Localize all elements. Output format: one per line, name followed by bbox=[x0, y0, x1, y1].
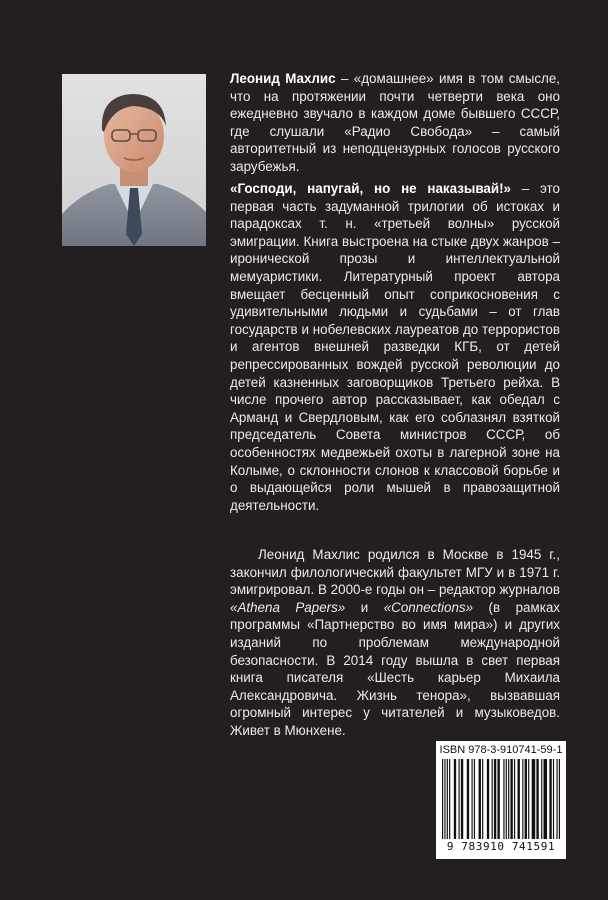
barcode-bar bbox=[506, 759, 507, 839]
barcode-bar bbox=[467, 759, 469, 839]
barcode-bar bbox=[444, 759, 445, 839]
barcode-bar bbox=[541, 759, 542, 839]
bio-text-2: и bbox=[345, 599, 384, 615]
author-intro-text: – «домашнее» имя в том смысле, что на протяжении почти четверти века оно ежедневно звучало в каждом доме бывшего СССР, где слушали «Радио Свобода» – самый авторитетный из неподцензурных голосов русского зарубежья. bbox=[230, 71, 560, 174]
barcode-bar bbox=[449, 759, 450, 839]
book-title: «Господи, напугай, но не наказывай!» bbox=[230, 181, 511, 196]
ean-digits: 9 783910 741591 bbox=[446, 840, 556, 853]
book-description-paragraph bbox=[230, 180, 560, 514]
barcode-bar bbox=[447, 759, 448, 839]
barcode-bar bbox=[459, 759, 460, 839]
barcode-bar bbox=[528, 759, 529, 839]
book-description-text: – это первая часть задуманной трилогии об истоках и парадоксах т. н. «третьей волны» русской эмиграции. Книга выстроена на стыке двух жанров – иронической прозы и интеллектуальной мемуаристики. Литературный проект автора вмещает бесценный опыт соприкосновения с удивительными людьми и судьбами – от глав государств и нобелевских лауреатов до террористов и агентов внешней разведки КГБ, от детей репрессированных вождей русской революции до детей казненных заговорщиков Третьего рейха. В числе прочего автор рассказывает, как обедал с Арманд и Свердловым, как его соблазнял взяткой председатель Совета министров СССР, об особенностях медвежьей охоты в лагерной зоне на Колыме, о склонности слонов к классовой борьбе и о выдающейся роли мышей в правозащитной деятельности. bbox=[230, 181, 560, 513]
bio-text-3: (в рамках программы «Партнерство во имя мира») и других изданий по проблемам международной безопасности. В 2014 году вышла в свет первая книга писателя bbox=[230, 599, 560, 686]
barcode-bars bbox=[442, 759, 560, 839]
barcode-bar bbox=[553, 759, 554, 839]
barcode-bar bbox=[559, 759, 560, 839]
barcode-bar bbox=[543, 759, 547, 839]
barcode-bar bbox=[522, 759, 523, 839]
barcode-bar bbox=[556, 759, 557, 839]
author-photo bbox=[62, 74, 206, 246]
bio-journal-1: «Athena Papers» bbox=[230, 599, 346, 615]
barcode-bar bbox=[536, 759, 538, 839]
barcode-bar bbox=[487, 759, 489, 839]
bio-journal-2: «Connections» bbox=[383, 599, 474, 615]
barcode-bar bbox=[474, 759, 475, 839]
barcode-bar bbox=[549, 759, 551, 839]
barcode-bar bbox=[508, 759, 509, 839]
barcode-bar bbox=[442, 759, 443, 839]
barcode-bar bbox=[518, 759, 520, 839]
bio-text-4: , вызвавшая огромный интерес у читателей и музыковедов. Живет в Мюнхене. bbox=[230, 687, 560, 738]
isbn-label: ISBN 978-3-910741-59-1 bbox=[439, 744, 563, 756]
barcode-bar bbox=[454, 759, 456, 839]
barcode-bar bbox=[461, 759, 463, 839]
author-portrait-image bbox=[62, 74, 206, 246]
barcode-bar bbox=[510, 759, 512, 839]
barcode-bar bbox=[525, 759, 527, 839]
barcode-bar bbox=[503, 759, 504, 839]
author-name: Леонид Махлис bbox=[230, 71, 336, 86]
barcode-bar bbox=[482, 759, 483, 839]
bio-first-book-title: «Шесть карьер Михаила Александровича. Жизнь тенора» bbox=[230, 670, 561, 703]
barcode-bar bbox=[514, 759, 515, 839]
barcode-bar bbox=[479, 759, 481, 839]
barcode-bar bbox=[497, 759, 499, 839]
isbn-barcode bbox=[436, 741, 566, 859]
author-intro-paragraph bbox=[230, 70, 560, 176]
bio-text-1: Леонид Махлис родился в Москве в 1945 г., закончил филологический факультет МГУ и в 1971 г. эмигрировал. В 2000-е годы он – редактор журналов bbox=[230, 547, 560, 598]
barcode-bar bbox=[532, 759, 536, 839]
barcode-bar bbox=[492, 759, 493, 839]
barcode-bar bbox=[472, 759, 473, 839]
barcode-bar bbox=[494, 759, 496, 839]
author-bio-paragraph bbox=[230, 546, 560, 740]
